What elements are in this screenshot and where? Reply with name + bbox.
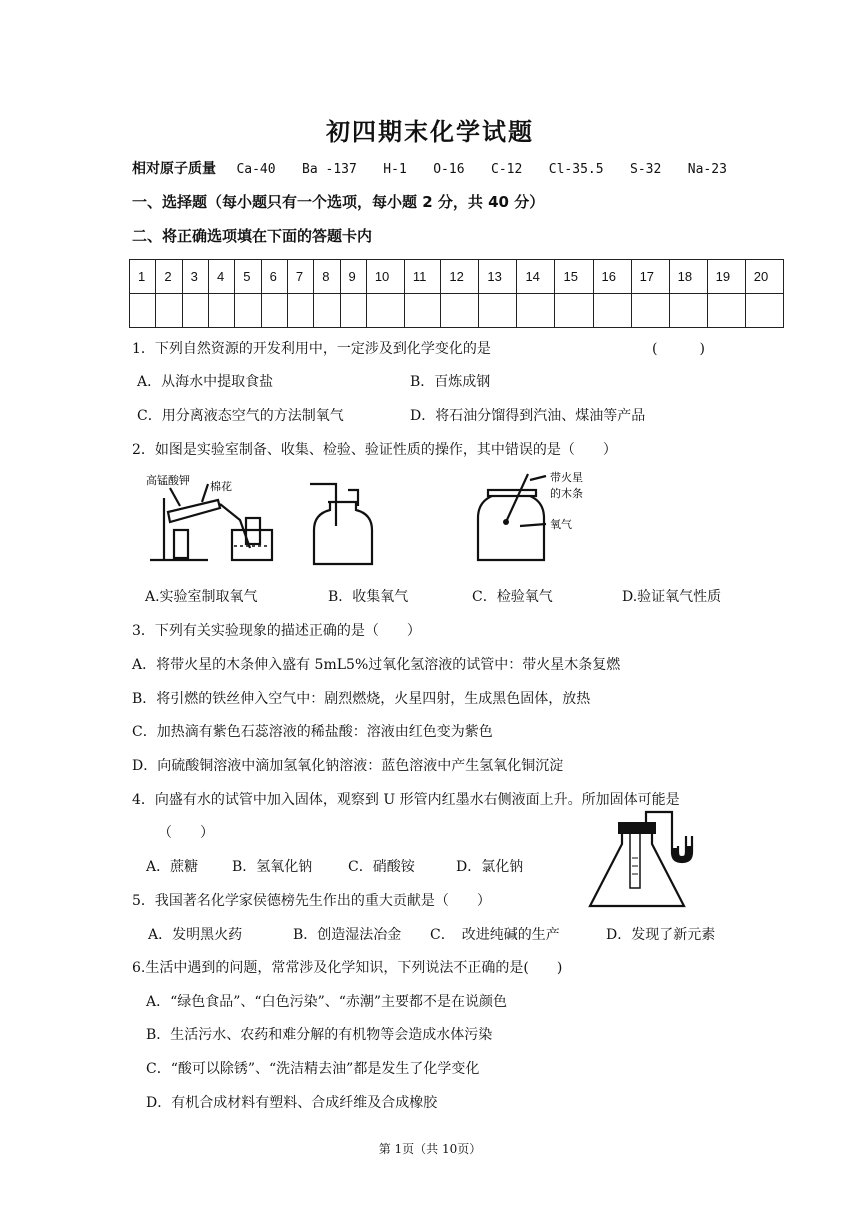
- answer-card-number: 13: [479, 260, 517, 294]
- atomic-masses: [132, 158, 749, 178]
- mass-item: C-12: [491, 162, 523, 177]
- q2-option-b: B．收集氧气: [328, 589, 409, 605]
- label-cotton: 棉花: [210, 480, 232, 493]
- answer-card-number: 14: [517, 260, 555, 294]
- answer-card-number: 16: [593, 260, 631, 294]
- answer-cell[interactable]: [555, 294, 593, 328]
- q3-option-b: B．将引燃的铁丝伸入空气中：剧烈燃烧，火星四射，生成黑色固体，放热: [132, 691, 591, 707]
- q2-stem: 2．如图是实验室制备、收集、检验、验证性质的操作，其中错误的是（ ）: [132, 442, 617, 458]
- q5-option-d: D．发现了新元素: [606, 927, 716, 943]
- q5-option-b: B．创造湿法冶金: [293, 927, 402, 943]
- answer-cell[interactable]: [366, 294, 404, 328]
- q4-option-a: A．蔗糖: [146, 859, 199, 875]
- answer-cell[interactable]: [669, 294, 707, 328]
- answer-cell[interactable]: [261, 294, 287, 328]
- q1-option-b: B．百炼成钢: [410, 374, 491, 390]
- q5-option-c: C． 改进纯碱的生产: [430, 927, 560, 943]
- answer-cell[interactable]: [340, 294, 366, 328]
- mass-item: Cl-35.5: [548, 162, 604, 177]
- answer-card-number: 9: [340, 260, 366, 294]
- answer-cell[interactable]: [287, 294, 313, 328]
- answer-cell[interactable]: [404, 294, 440, 328]
- answer-cell[interactable]: [314, 294, 340, 328]
- answer-card-number: 20: [745, 260, 783, 294]
- answer-card-number: 12: [441, 260, 479, 294]
- answer-card-number: 10: [366, 260, 404, 294]
- answer-card-number: 6: [261, 260, 287, 294]
- label-glowing-splint-1: 带火星: [550, 471, 583, 484]
- mass-item: O-16: [433, 162, 465, 177]
- label-glowing-splint-2: 的木条: [550, 487, 583, 500]
- section-heading-choice: 一、选择题（每小题只有一个选项，每小题 2 分，共 40 分）: [132, 193, 545, 211]
- answer-cell[interactable]: [707, 294, 745, 328]
- answer-cell[interactable]: [441, 294, 479, 328]
- q2-option-d: D.验证氧气性质: [622, 589, 722, 605]
- q4-stem: 4．向盛有水的试管中加入固体，观察到 U 形管内红墨水右侧液面上升。所加固体可能是: [132, 792, 680, 808]
- q3-option-d: D．向硫酸铜溶液中滴加氢氧化钠溶液：蓝色溶液中产生氢氧化铜沉淀: [132, 758, 564, 774]
- q6-option-b: B．生活污水、农药和难分解的有机物等会造成水体污染: [146, 1027, 493, 1043]
- answer-card-table: [129, 259, 784, 328]
- q1-stem: 1．下列自然资源的开发利用中，一定涉及到化学变化的是: [132, 341, 491, 357]
- q5-option-a: A．发明黑火药: [148, 927, 243, 943]
- section-heading-answer-card: 二、将正确选项填在下面的答题卡内: [132, 227, 373, 245]
- answer-cell[interactable]: [631, 294, 669, 328]
- q4-figure-flask-u-tube: [584, 806, 714, 912]
- q3-option-a: A．将带火星的木条伸入盛有 5mL5%过氧化氢溶液的试管中：带火星木条复燃: [132, 657, 621, 673]
- q1-option-d: D．将石油分馏得到汽油、煤油等产品: [410, 408, 646, 424]
- mass-item: Ca-40: [236, 162, 276, 177]
- mass-item: H-1: [383, 162, 407, 177]
- answer-card-number: 15: [555, 260, 593, 294]
- page-footer: 第 1页（共 10页）: [378, 1142, 482, 1156]
- q2-figure-kmno4-apparatus: [140, 468, 280, 570]
- answer-card-number: 4: [208, 260, 234, 294]
- q6-option-d: D．有机合成材料有塑料、合成纤维及合成橡胶: [146, 1095, 438, 1111]
- answer-card-number: 5: [235, 260, 261, 294]
- q3-option-c: C．加热滴有紫色石蕊溶液的稀盐酸：溶液由红色变为紫色: [132, 724, 493, 740]
- answer-cell[interactable]: [235, 294, 261, 328]
- q4-answer-blank: （ ）: [158, 825, 214, 841]
- q2-figure-gas-collection-bottle: [308, 476, 378, 572]
- q6-option-c: C．“酸可以除锈”、“洗洁精去油”都是发生了化学变化: [146, 1061, 480, 1077]
- q1-answer-blank: ( ): [652, 341, 705, 357]
- q1-option-a: A．从海水中提取食盐: [137, 374, 274, 390]
- q4-option-c: C．硝酸铵: [348, 859, 415, 875]
- answer-cell[interactable]: [208, 294, 234, 328]
- q2-figure-oxygen-test: [470, 468, 590, 566]
- answer-card-number: 11: [404, 260, 440, 294]
- answer-cell[interactable]: [517, 294, 555, 328]
- q6-option-a: A．“绿色食品”、“白色污染”、“赤潮”主要都不是在说颜色: [146, 994, 508, 1010]
- answer-card-number: 18: [669, 260, 707, 294]
- q4-option-d: D．氯化钠: [456, 859, 524, 875]
- answer-cell[interactable]: [182, 294, 208, 328]
- answer-card-number: 17: [631, 260, 669, 294]
- mass-item: Na-23: [687, 162, 727, 177]
- answer-card-number: 1: [130, 260, 156, 294]
- answer-cell[interactable]: [156, 294, 182, 328]
- page-title: 初四期末化学试题: [326, 118, 534, 146]
- label-oxygen: 氧气: [550, 518, 572, 531]
- q6-stem: 6.生活中遇到的问题，常常涉及化学知识，下列说法不正确的是( ): [132, 960, 563, 976]
- answer-cell[interactable]: [745, 294, 783, 328]
- answer-cell[interactable]: [479, 294, 517, 328]
- answer-card-number: 3: [182, 260, 208, 294]
- q2-option-c: C．检验氧气: [472, 589, 553, 605]
- answer-card-number: 7: [287, 260, 313, 294]
- answer-card-number: 19: [707, 260, 745, 294]
- q3-stem: 3．下列有关实验现象的描述正确的是（ ）: [132, 623, 421, 639]
- label-kmno4: 高锰酸钾: [146, 474, 190, 487]
- mass-item: Ba -137: [302, 162, 357, 177]
- q1-option-c: C．用分离液态空气的方法制氧气: [137, 408, 344, 424]
- answer-cell[interactable]: [130, 294, 156, 328]
- answer-card-answer-row: [130, 294, 784, 328]
- answer-card-number: 8: [314, 260, 340, 294]
- atomic-masses-label: 相对原子质量: [132, 161, 216, 177]
- q4-option-b: B．氢氧化钠: [232, 859, 313, 875]
- answer-card-number: 2: [156, 260, 182, 294]
- q5-stem: 5．我国著名化学家侯德榜先生作出的重大贡献是（ ）: [132, 893, 491, 909]
- answer-cell[interactable]: [593, 294, 631, 328]
- answer-card-number-row: [130, 260, 784, 294]
- q2-option-a: A.实验室制取氧气: [145, 589, 258, 605]
- mass-item: S-32: [630, 162, 662, 177]
